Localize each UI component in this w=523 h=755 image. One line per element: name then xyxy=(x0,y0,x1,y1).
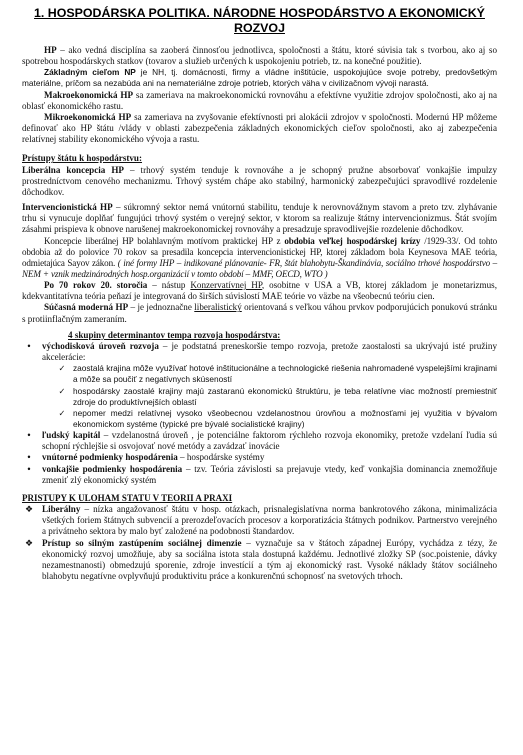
micro-term: Mikroekonomická HP xyxy=(44,111,132,122)
page-title: 1. HOSPODÁRSKA POLITIKA. NÁRODNE HOSPODÁRSTVO A EKONOMICKÝ ROZVOJ xyxy=(34,6,485,35)
checkmark-icon: ✓ xyxy=(58,363,66,374)
determinants-heading: 4 skupiny determinantov tempa rozvoja hospodárstva: xyxy=(68,329,281,340)
list-item: • východisková úroveň rozvoja – je podstatná preneskoršie tempo rozvoja, pretože zaostalosti sa ukrývajú isté pružiny akcelerácie: xyxy=(22,341,497,363)
liberal-paragraph: Liberálna koncepcia HP – trhový systém tenduje k rovnováhe a je schopný pružne absorbovať vonkajšie impulzy prostredníctvom cenového mechanizmu. Trhový systém chápe ako stabilný, harmonický zabezpečujúci spravodlivé rozdelenie dôchodkov. xyxy=(22,164,497,197)
list-item: ✓ nepomer medzi relatívnej vysoko všeobecnou vzdelanostnou úrovňou a možnosťami jej využitia v bývalom ekonomickom systéme (typické pre bývalé socialistické krajiny) xyxy=(22,408,497,430)
seventies-paragraph: Po 70 rokov 20. storočia – nástup Konzervatívnej HP, osobitne v USA a VB, ktorej základom je monetarizmus, kdekvantitatívna teória peňazí je integrovaná do širších súvislostí MAE teórie vo väzbe na všeobecnú teóriu cien. xyxy=(22,280,497,302)
diamond-bullet-icon: ❖ xyxy=(24,504,34,515)
list-item: ✓ zaostalá krajina môže využívať hotové inštitucionálne a technologické riešenia nahromadené vyspelejšími krajinami a môže sa poučiť z negatívnych skúseností xyxy=(22,363,497,385)
ihp-forms-note: ( iné formy IHP – indikované plánovanie- FR, štát blahobytu-Škandinávia, sociálno trhové hospodárstvo – NEM + vznik medzinárodných hosp.organizácií v tomto období – MMF, OECD, WTO ) xyxy=(22,257,497,279)
interventionist-paragraph: Intervencionistická HP – súkromný sektor nemá vnútornú stabilitu, tenduje k nerovnovážnym stavom a preto tzv. zlyhávanie trhu si vynucuje doplňať fungujúci trhový systém o verejný sektor, v ktorom sa realizuje štátny intervencionizmus. Štát svojím zásahmi prispieva k obnove narušenej makroekonomickej rovnováhy a presadzuje spravodlivejšie rozdelenie dôchodkov. xyxy=(22,202,497,235)
list-item: ✓ hospodársky zaostalé krajiny majú zastaranú ekonomickú štruktúru, je teba relatívne viac možností premiestniť zdroje do produktívnejších oblastí xyxy=(22,386,497,408)
hp-term: HP xyxy=(44,45,57,55)
list-item: ❖ Prístup so silným zastúpením sociálnej dimenzie – vyznačuje sa v štátoch západnej Európy, vychádza z tézy, že ekonomický rozvoj umožňuje, aby sa sociálna istota stala dostupná každému. Jednotlivé zložky SP (soc.poistenie, dávky nezamestnanosti) obmedzujú sporenie, zdroje investícií a tým aj ekonomický rast. Vysoké náklady štátov sociálneho blahobytu negatívne ovplyvňujú produktivitu práce a konkurenčnú schopnosť na svetových trhoch. xyxy=(22,538,497,583)
micro-paragraph: Mikroekonomická HP sa zameriava na zvyšovanie efektívnosti pri alokácii zdrojov v spoločnosti. Modernú HP môžeme definovať ako HP štátu /vlády v oblasti zabezpečenia základných ekonomických cieľov spoločnosti, ako aj zabezpečenia relatívnej stability ekonomického vývoja a rastu. xyxy=(22,111,497,145)
checkmark-icon: ✓ xyxy=(58,407,66,418)
intro-hp-paragraph: HP – ako vedná disciplína sa zaoberá činnosťou jednotlivca, spoločnosti a štátu, ktoré súvisia tak s tvorbou, ako aj so spotrebou hospodárskych statkov (tovarov a služieb určených k uspokojeniu potrieb, tz. na konečné použitie). xyxy=(22,45,497,67)
list-item: • vnútorné podmienky hospodárenia – hospodárske systémy xyxy=(22,452,497,463)
liberal-term: Liberálna koncepcia HP xyxy=(22,164,124,175)
diamond-bullet-icon: ❖ xyxy=(24,537,34,548)
modern-paragraph: Súčasná moderná HP – je jednoznačne liberalistický orientovaná s veľkou váhou prvkov podporujúcich ponukovú stránku s protiinflačným zameraním. xyxy=(22,302,497,324)
list-item: • ľudský kapitál – vzdelanostná úroveň , je potenciálne faktorom rýchleho rozvoja ekonomiky, pretože vzdelaní ľudia sú schopní rýchlejšie si osvojovať nové metódy a zavádzať inovácie xyxy=(22,430,497,452)
conceptions-paragraph: Koncepcie liberálnej HP bolahlavným motívom praktickej HP z obdobia veľkej hospodárskej krízy /1929-33/. Od tohto obdobia až do polovice 70 rokov sa presadila koncepcia intervencionistickej HP, ktorej základom bola Keynesova MAE teória, odmietajúca Sayov zákon. ( iné formy IHP – indikované plánovanie- FR, štát blahobytu-Škandinávia, sociálno trhové hospodárstvo – NEM + vznik medzinárodných hosp.organizácií v tomto období – MMF, OECD, WTO ) xyxy=(22,235,497,279)
goal-term: Základným cieľom NP xyxy=(44,67,136,78)
approaches-heading: Prístupy štátu k hospodárstvu: xyxy=(22,153,143,164)
modern-term: Súčasná moderná HP xyxy=(44,302,129,313)
bullet-icon: • xyxy=(27,340,31,351)
intro-goal-paragraph: Základným cieľom NP je NH, tj. domácnosti, firmy a vládne inštitúcie, uspokojujúce svoje potreby, predovšetkým materiálne, príčom sa nezabúda ani na nemateriálne zdroje potrieb, ktorých väha v civilizačnom vývoji narastá. xyxy=(22,67,497,89)
macro-paragraph: Makroekonomická HP sa zameriava na makroekonomickú rovnováhu a efektívne využitie zdrojov spoločnosti, ako aj na oblasť ekonomického rastu. xyxy=(22,89,497,111)
bullet-icon: • xyxy=(27,452,31,463)
checkmark-icon: ✓ xyxy=(58,385,66,396)
state-roles-list xyxy=(22,504,497,582)
determinants-list xyxy=(22,341,497,486)
macro-term: Makroekonomická HP xyxy=(44,89,134,100)
state-roles-heading: PRISTUPY K ULOHAM STATU V TEORII A PRAXI xyxy=(22,492,233,503)
list-item: • vonkajšie podmienky hospodárenia – tzv. Teória závislosti sa prejavuje vtedy, keď vonkajšia dominancia znemožňuje zmeniť zlý ekonomický systém xyxy=(22,464,497,486)
list-item: ❖ Liberálny – nízka angažovanosť štátu v hosp. otázkach, prisnalegislatívna norma bankrotového zákona, minimalizácia všetkých foriem štátnych subvencií a prerozdeľovacích procesov a korporatizácia štátnych podnikov. Partnerstvo verejného a privátneho sektora by malo byť založené na podobnosti štandardov. xyxy=(22,504,497,537)
bullet-icon: • xyxy=(27,430,31,441)
interventionist-term: Intervencionistická HP xyxy=(22,202,113,213)
bullet-icon: • xyxy=(27,463,31,474)
